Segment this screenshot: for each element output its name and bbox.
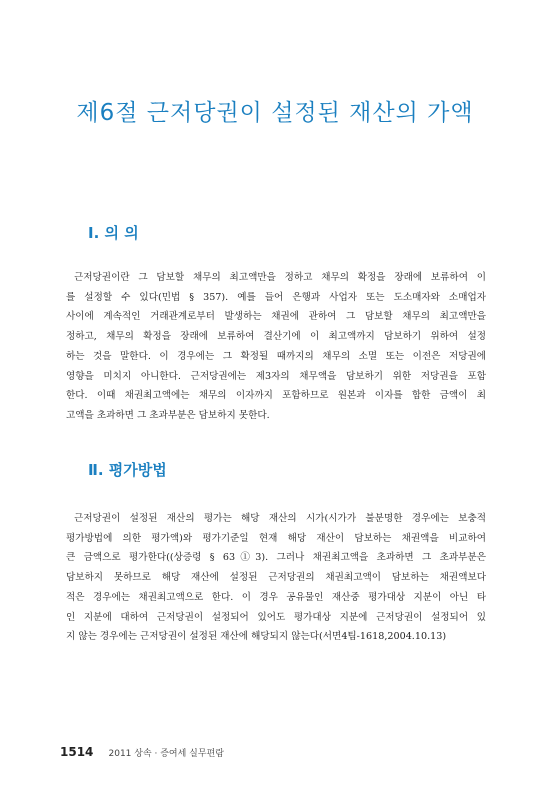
text-line: 한다. 이때 채권최고액에는 채무의 이자까지 포함하므로 원본과 이자를 합한 금액이 최 [66,390,486,402]
text-line: 지 않는 경우에는 근저당권이 설정된 재산에 해당되지 않는다(서면4팀-1618,2004.10.13) [66,631,447,643]
text-line: 사이에 계속적인 거래관계로부터 발생하는 채권에 관하여 그 담보할 채무의 최고액만을 [66,311,486,323]
text-line: 를 설정할 수 있다(민법 § 357). 예를 들어 은행과 사업자 또는 도소매자와 소매업자 [66,291,486,303]
chapter-title: 제6절 근저당권이 설정된 재산의 가액 [76,100,474,126]
text-line: 평가방법에 의한 평가액)와 평가기준일 현재 해당 재산이 담보하는 채권액을 비교하여 [66,532,486,544]
paragraph-meaning [66,268,486,426]
section-heading-valuation-method: Ⅱ. 평가방법 [88,461,167,479]
text-line: 근저당권이란 그 담보할 채무의 최고액만을 정하고 채무의 확정을 장래에 보류하여 이 [74,272,486,283]
text-line: 큰 금액으로 평가한다((상증령 § 63①3). 그러나 채권최고액을 초과하면 그 초과부분은 [66,552,486,564]
text-line: 담보하지 못하므로 해당 재산에 설정된 근저당권의 채권최고액이 담보하는 채권액보다 [66,572,486,584]
text-line: 정하고, 채무의 확정을 장래에 보류하여 결산기에 이 최고액까지 담보하기 위하여 설정 [66,331,486,343]
book-title: 2011 상속 · 증여세 실무편람 [108,749,224,759]
text-line: 영향을 미치지 아니한다. 근저당권에는 제3자의 채무액을 담보하기 위한 저당권을 포함 [66,370,486,382]
section-heading-meaning: Ⅰ. 의 의 [88,224,139,242]
page-footer [60,741,224,760]
page-number: 1514 [60,745,94,759]
text-line: 적은 경우에는 채권최고액으로 한다. 이 경우 공유물인 재산중 평가대상 지분이 아닌 타 [66,591,486,603]
text-line: 하는 것을 말한다. 이 경우에는 그 확정될 때까지의 채무의 소멸 또는 이전은 저당권에 [66,350,486,362]
text-line: 근저당권이 설정된 재산의 평가는 해당 재산의 시가(시가가 불분명한 경우에는 보충적 [74,513,486,524]
paragraph-valuation-method [66,509,486,647]
text-line: 인 지분에 대하여 근저당권이 설정되어 있어도 평가대상 지분에 근저당권이 설정되어 있 [66,611,486,623]
text-line: 고액을 초과하면 그 초과부분은 담보하지 못한다. [66,409,270,421]
